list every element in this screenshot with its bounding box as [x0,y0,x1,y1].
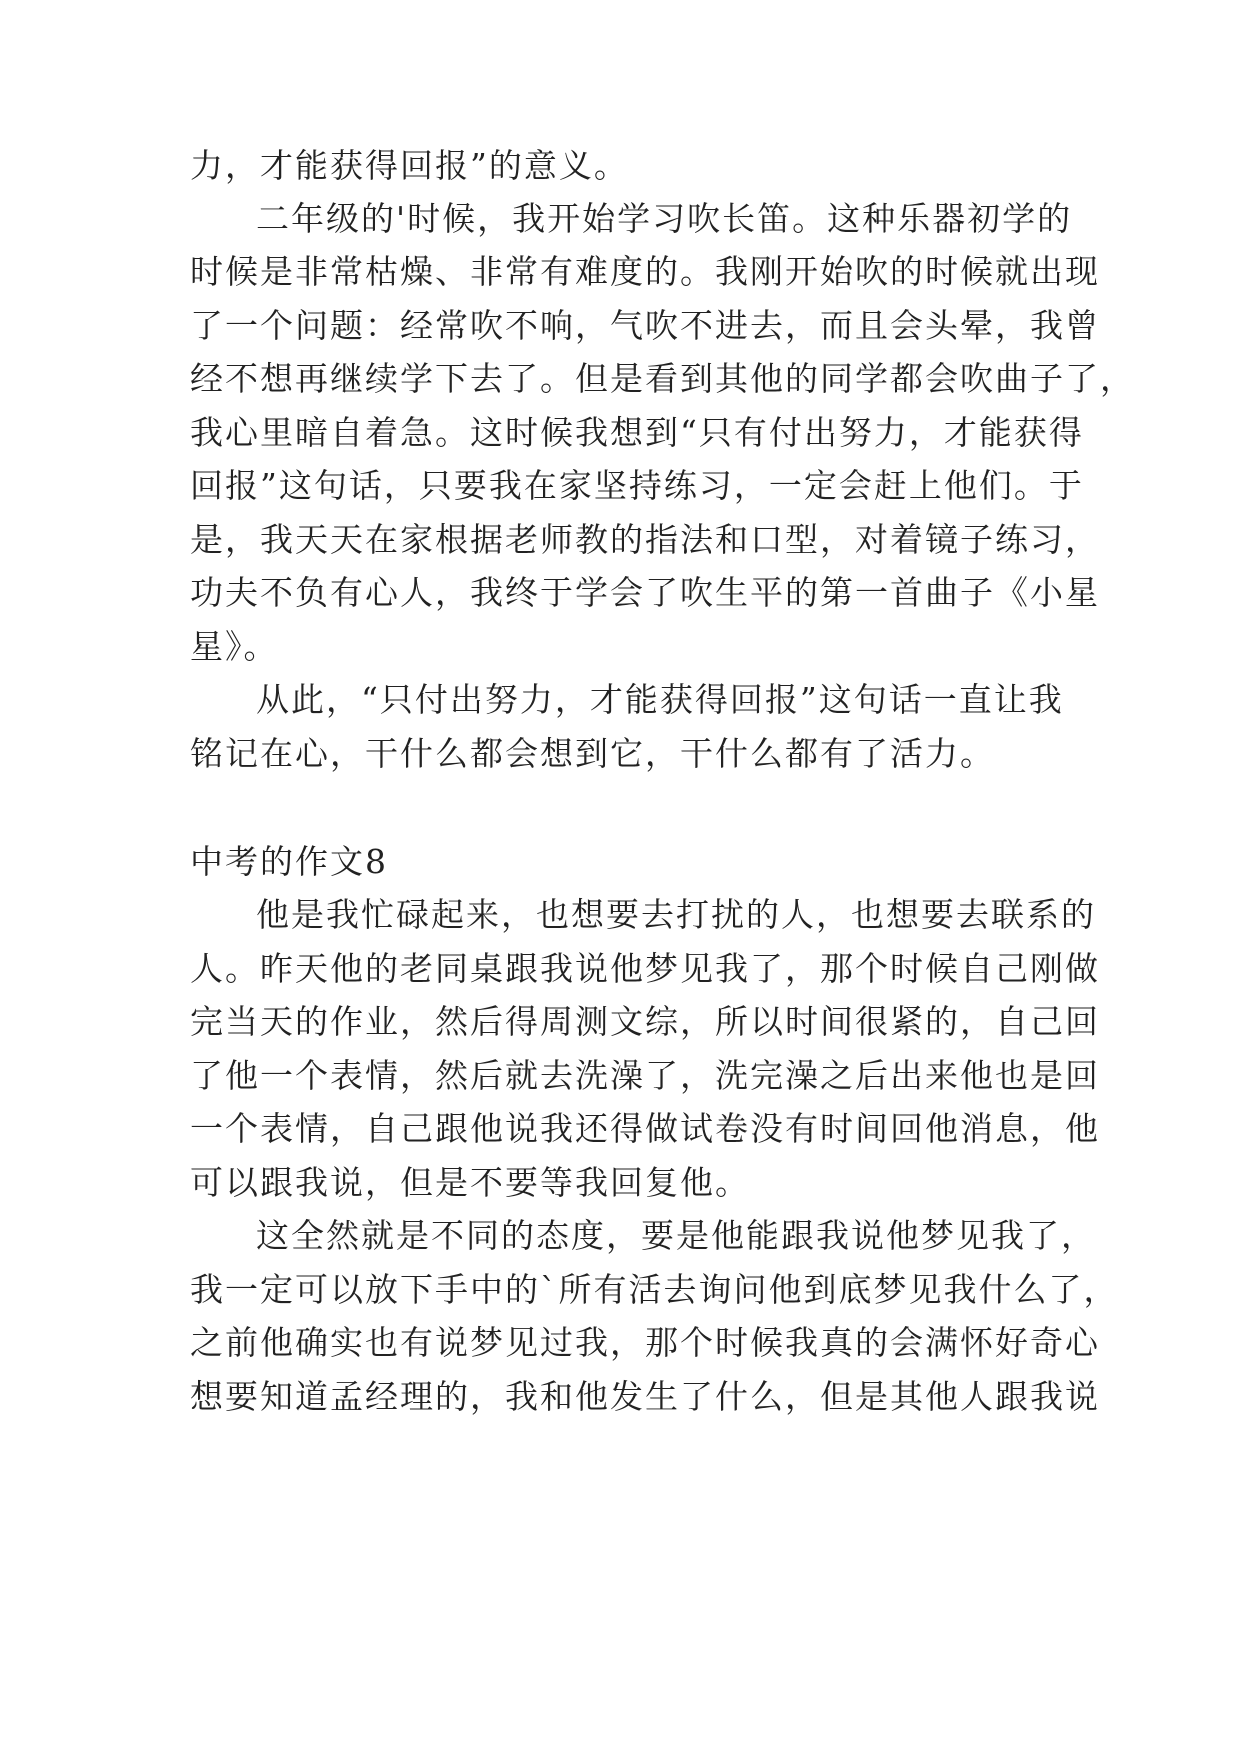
text-line: 想要知道孟经理的，我和他发生了什么，但是其他人跟我说 [190,1377,1100,1416]
paragraph-first-line: 这全然就是不同的态度，要是他能跟我说他梦见我了， [256,1216,1096,1255]
paragraph-first-line: 他是我忙碌起来，也想要去打扰的人，也想要去联系的 [256,895,1096,934]
text-line: 铭记在心，干什么都会想到它，干什么都有了活力。 [190,734,995,773]
paragraph-first-line: 二年级的'时候，我开始学习吹长笛。这种乐器初学的 [256,199,1073,238]
text-line: 完当天的作业，然后得周测文综，所以时间很紧的，自己回 [190,1002,1100,1041]
text-line: 我一定可以放下手中的`所有活去询问他到底梦见我什么了， [190,1270,1119,1309]
text-line: 功夫不负有心人，我终于学会了吹生平的第一首曲子《小星 [190,573,1100,612]
text-line: 了一个问题：经常吹不响，气吹不进去，而且会头晕，我曾 [190,306,1100,345]
paragraph-first-line: 从此，“只付出努力，才能获得回报”这句话一直让我 [256,680,1064,719]
text-line: 我心里暗自着急。这时候我想到“只有付出努力，才能获得 [190,413,1084,452]
text-line: 力，才能获得回报”的意义。 [190,146,629,185]
text-line: 时候是非常枯燥、非常有难度的。我刚开始吹的时候就出现 [190,252,1100,291]
text-line: 人。昨天他的老同桌跟我说他梦见我了，那个时候自己刚做 [190,949,1100,988]
text-line: 经不想再继续学下去了。但是看到其他的同学都会吹曲子了， [190,359,1135,398]
text-line: 回报”这句话，只要我在家坚持练习，一定会赶上他们。于 [190,466,1084,505]
section-heading: 中考的作文8 [190,842,388,881]
text-line: 了他一个表情，然后就去洗澡了，洗完澡之后出来他也是回 [190,1056,1100,1095]
text-line: 是，我天天在家根据老师教的指法和口型，对着镜子练习， [190,520,1100,559]
text-line: 一个表情，自己跟他说我还得做试卷没有时间回他消息，他 [190,1109,1100,1148]
text-line: 可以跟我说，但是不要等我回复他。 [190,1163,750,1202]
text-line: 之前他确实也有说梦见过我，那个时候我真的会满怀好奇心 [190,1323,1100,1362]
text-line: 星》。 [190,627,279,666]
